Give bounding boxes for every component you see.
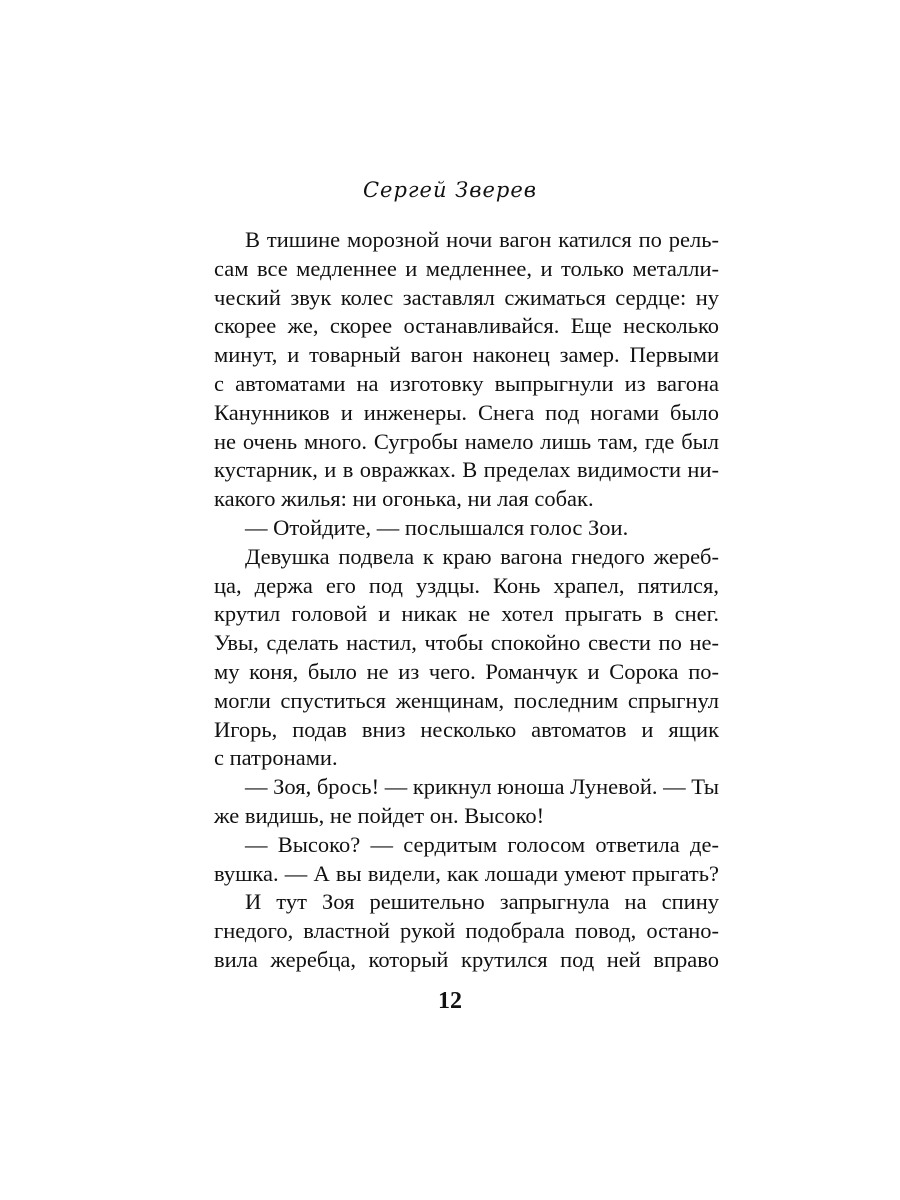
text-line: — Отойдите, — послышался голос Зои. <box>245 514 629 540</box>
page-number: 12 <box>438 988 462 1014</box>
text-line: могли спуститься женщинам, последним спрыгнул <box>214 687 719 713</box>
text-line: с патронами. <box>214 745 338 771</box>
text-line: гнедого, властной рукой подобрала повод, остано- <box>214 918 719 944</box>
body-text <box>214 226 719 975</box>
running-head: Сергей Зверев <box>362 178 537 202</box>
text-line: Канунников и инженеры. Снега под ногами было <box>214 399 719 425</box>
text-line: — Высоко? — сердитым голосом ответила де- <box>245 831 719 857</box>
text-line: крутил головой и никак не хотел прыгать в снег. <box>214 601 719 627</box>
text-line: Девушка подвела к краю вагона гнедого жереб- <box>245 543 719 569</box>
text-line: Увы, сделать настил, чтобы спокойно свести по не- <box>214 630 719 656</box>
text-line: же видишь, не пойдет он. Высоко! <box>214 802 545 828</box>
text-line: вушка. — А вы видели, как лошади умеют прыгать? <box>214 860 719 886</box>
text-line: сам все медленнее и медленнее, и только металли- <box>214 255 719 281</box>
text-line: вила жеребца, который крутился под ней вправо <box>214 946 719 972</box>
text-line: не очень много. Сугробы намело лишь там, где был <box>214 428 719 454</box>
text-line: В тишине морозной ночи вагон катился по рель- <box>245 227 719 252</box>
text-line: кустарник, и в овражках. В пределах видимости ни- <box>214 457 719 483</box>
text-line: какого жилья: ни огонька, ни лая собак. <box>214 486 594 512</box>
text-line: И тут Зоя решительно запрыгнула на спину <box>245 889 719 915</box>
text-line: Игорь, подав вниз несколько автоматов и ящик <box>214 716 719 742</box>
text-line: — Зоя, брось! — крикнул юноша Луневой. — Ты <box>245 774 720 800</box>
text-line: скорее же, скорее останавливайся. Еще несколько <box>214 313 719 339</box>
text-line: ца, держа его под уздцы. Конь храпел, пятился, <box>214 572 719 598</box>
text-line: с автоматами на изготовку выпрыгнули из вагона <box>214 370 719 396</box>
text-line: му коня, было не из чего. Романчук и Сорока по- <box>214 658 719 684</box>
text-line: минут, и товарный вагон наконец замер. Первыми <box>214 342 719 368</box>
text-line: ческий звук колес заставлял сжиматься сердце: ну <box>214 284 719 310</box>
